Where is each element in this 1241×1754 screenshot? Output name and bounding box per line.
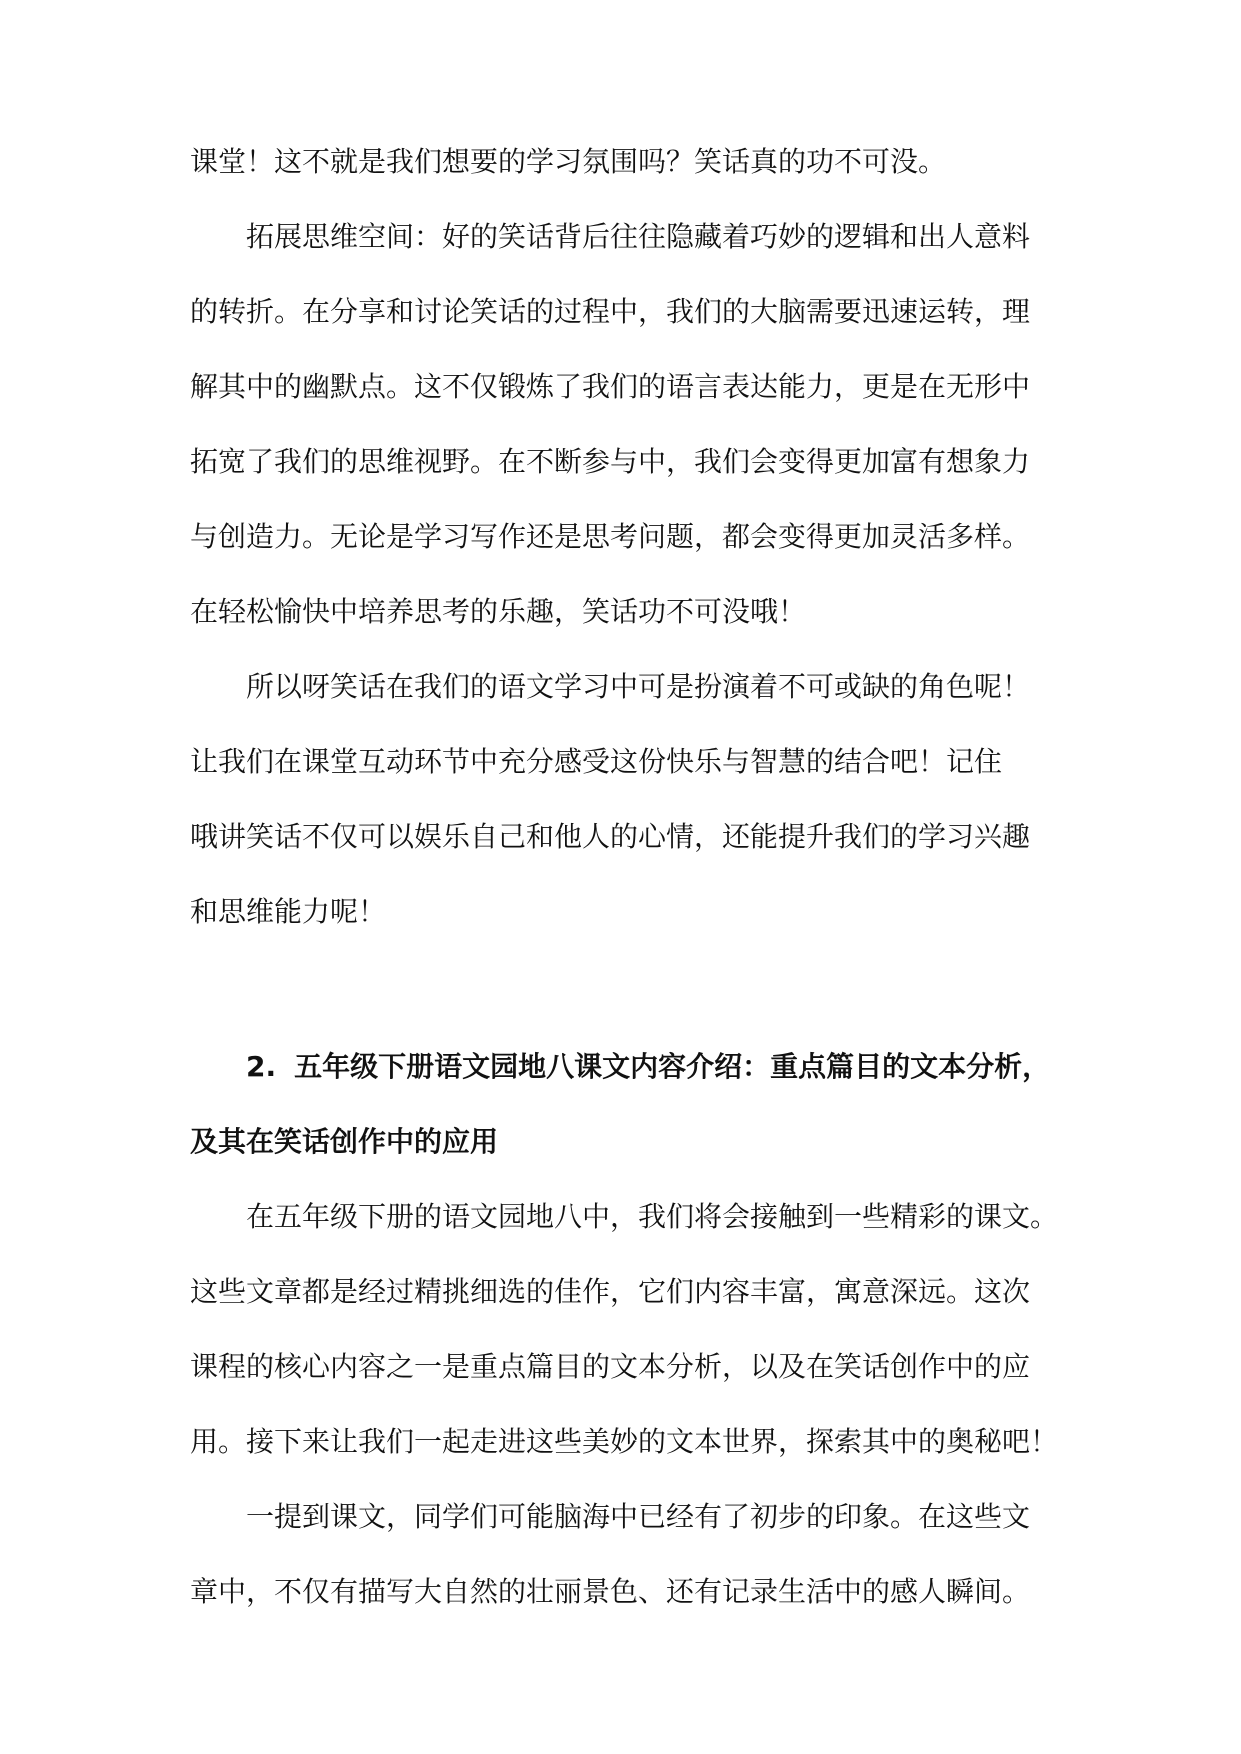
paragraph-line: 课堂！这不就是我们想要的学习氛围吗？笑话真的功不可没。 [190, 145, 947, 178]
paragraph-line: 所以呀笑话在我们的语文学习中可是扮演着不可或缺的角色呢！ [246, 670, 1031, 703]
document-body [190, 142, 1060, 1647]
section-heading-continuation: 及其在笑话创作中的应用 [190, 1125, 499, 1158]
section-number: 2. [246, 1050, 277, 1083]
paragraph-line: 让我们在课堂互动环节中充分感受这份快乐与智慧的结合吧！记住 [190, 745, 1003, 778]
paragraph-line: 一提到课文，同学们可能脑海中已经有了初步的印象。在这些文 [246, 1500, 1031, 1533]
paragraph-line: 这些文章都是经过精挑细选的佳作，它们内容丰富，寓意深远。这次 [190, 1275, 1031, 1308]
section-heading [190, 1047, 1060, 1122]
paragraph-line: 用。接下来让我们一起走进这些美妙的文本世界，探索其中的奥秘吧！ [190, 1425, 1059, 1458]
paragraph-line: 章中，不仅有描写大自然的壮丽景色、还有记录生活中的感人瞬间。 [190, 1575, 1031, 1608]
paragraph-line: 的转折。在分享和讨论笑话的过程中，我们的大脑需要迅速运转，理 [190, 295, 1031, 328]
paragraph-line: 拓展思维空间：好的笑话背后往往隐藏着巧妙的逻辑和出人意料 [246, 220, 1031, 253]
paragraph-line: 课程的核心内容之一是重点篇目的文本分析，以及在笑话创作中的应 [190, 1350, 1031, 1383]
paragraph-line: 在轻松愉快中培养思考的乐趣，笑话功不可没哦！ [190, 595, 807, 628]
section-heading-text: 五年级下册语文园地八课文内容介绍：重点篇目的文本分析， [294, 1050, 1051, 1083]
paragraph-line: 与创造力。无论是学习写作还是思考问题，都会变得更加灵活多样。 [190, 520, 1031, 553]
paragraph-line: 解其中的幽默点。这不仅锻炼了我们的语言表达能力，更是在无形中 [190, 370, 1031, 403]
paragraph-line: 在五年级下册的语文园地八中，我们将会接触到一些精彩的课文。 [246, 1200, 1059, 1233]
paragraph-line: 哦讲笑话不仅可以娱乐自己和他人的心情，还能提升我们的学习兴趣 [190, 820, 1031, 853]
paragraph-line: 拓宽了我们的思维视野。在不断参与中，我们会变得更加富有想象力 [190, 445, 1031, 478]
paragraph-line: 和思维能力呢！ [190, 895, 387, 928]
section-spacer [190, 967, 1060, 1047]
